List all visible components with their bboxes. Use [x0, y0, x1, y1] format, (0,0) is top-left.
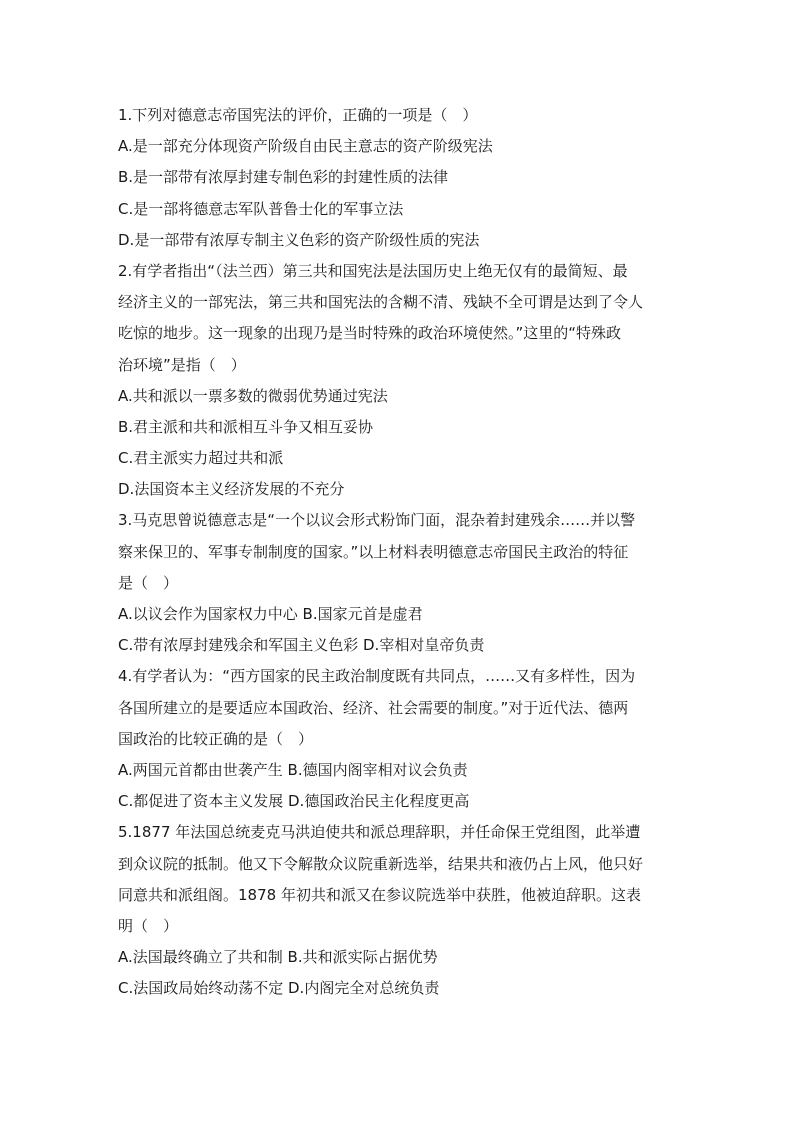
- options-a-b: A.两国元首都由世袭产生 B.德国内阁宰相对议会负责: [118, 760, 468, 779]
- question-stem-line: 2.有学者指出“（法兰西）第三共和国宪法是法国历史上绝无仅有的最简短、最: [118, 261, 628, 280]
- option-c: C.是一部将德意志军队普鲁士化的军事立法: [118, 199, 404, 218]
- question-stem-line: 治环境”是指（ ）: [118, 355, 246, 374]
- options-c-d: C.带有浓厚封建残余和军国主义色彩 D.宰相对皇帝负责: [118, 636, 485, 655]
- question-stem-line: 5.1877 年法国总统麦克马洪迫使共和派总理辞职，并任命保王党组图，此举遭: [118, 823, 641, 842]
- options-c-d: C.都促进了资本主义发展 D.德国政治民主化程度更高: [118, 792, 470, 811]
- question-stem-line: 察来保卫的、军事专制制度的国家。”以上材料表明德意志帝国民主政治的特征: [118, 542, 629, 561]
- question-stem-line: 各国所建立的是要适应本国政治、经济、社会需要的制度。”对于近代法、德两: [118, 698, 629, 717]
- options-c-d: C.法国政局始终动荡不定 D.内阁完全对总统负责: [118, 979, 440, 998]
- option-d: D.是一部带有浓厚专制主义色彩的资产阶级性质的宪法: [118, 230, 480, 249]
- question-stem-line: 到众议院的抵制。他又下令解散众议院重新选举，结果共和液仍占上风，他只好: [118, 854, 644, 873]
- question-1: [118, 100, 678, 256]
- option-b: B.君主派和共和派相互斗争又相互妥协: [118, 417, 374, 436]
- question-stem-line: 吃惊的地步。这一现象的出现乃是当时特殊的政治环境使然。”这里的“特殊政: [118, 324, 622, 343]
- question-list: [118, 100, 678, 1004]
- question-3: [118, 505, 678, 661]
- question-stem-line: 经济主义的一部宪法，第三共和国宪法的含糊不清、残缺不全可谓是达到了令人: [118, 293, 644, 312]
- question-stem-line: 同意共和派组阁。1878 年初共和派又在参议院选举中获胜，他被迫辞职。这表: [118, 885, 641, 904]
- option-b: B.是一部带有浓厚封建专制色彩的封建性质的法律: [118, 168, 449, 187]
- question-2: [118, 256, 678, 506]
- question-stem-line: 4.有学者认为：“西方国家的民主政治制度既有共同点，……又有多样性，因为: [118, 667, 636, 686]
- question-stem-line: 1.下列对德意志帝国宪法的评价，正确的一项是（ ）: [118, 106, 478, 124]
- option-c: C.君主派实力超过共和派: [118, 449, 284, 468]
- question-stem-line: 是（ ）: [118, 573, 179, 592]
- question-stem-line: 国政治的比较正确的是（ ）: [118, 729, 314, 748]
- option-a: A.共和派以一票多数的微弱优势通过宪法: [118, 386, 388, 405]
- options-a-b: A.以议会作为国家权力中心 B.国家元首是虚君: [118, 605, 423, 623]
- question-4: [118, 661, 678, 817]
- options-a-b: A.法国最终确立了共和制 B.共和派实际占据优势: [118, 948, 438, 967]
- question-stem-line: 3.马克思曾说德意志是“一个以议会形式粉饰门面，混杂着封建残余……并以警: [118, 511, 636, 530]
- option-a: A.是一部充分体现资产阶级自由民主意志的资产阶级宪法: [118, 137, 493, 156]
- option-d: D.法国资本主义经济发展的不充分: [118, 480, 345, 499]
- question-5: [118, 817, 678, 1004]
- question-stem-line: 明（ ）: [118, 916, 179, 935]
